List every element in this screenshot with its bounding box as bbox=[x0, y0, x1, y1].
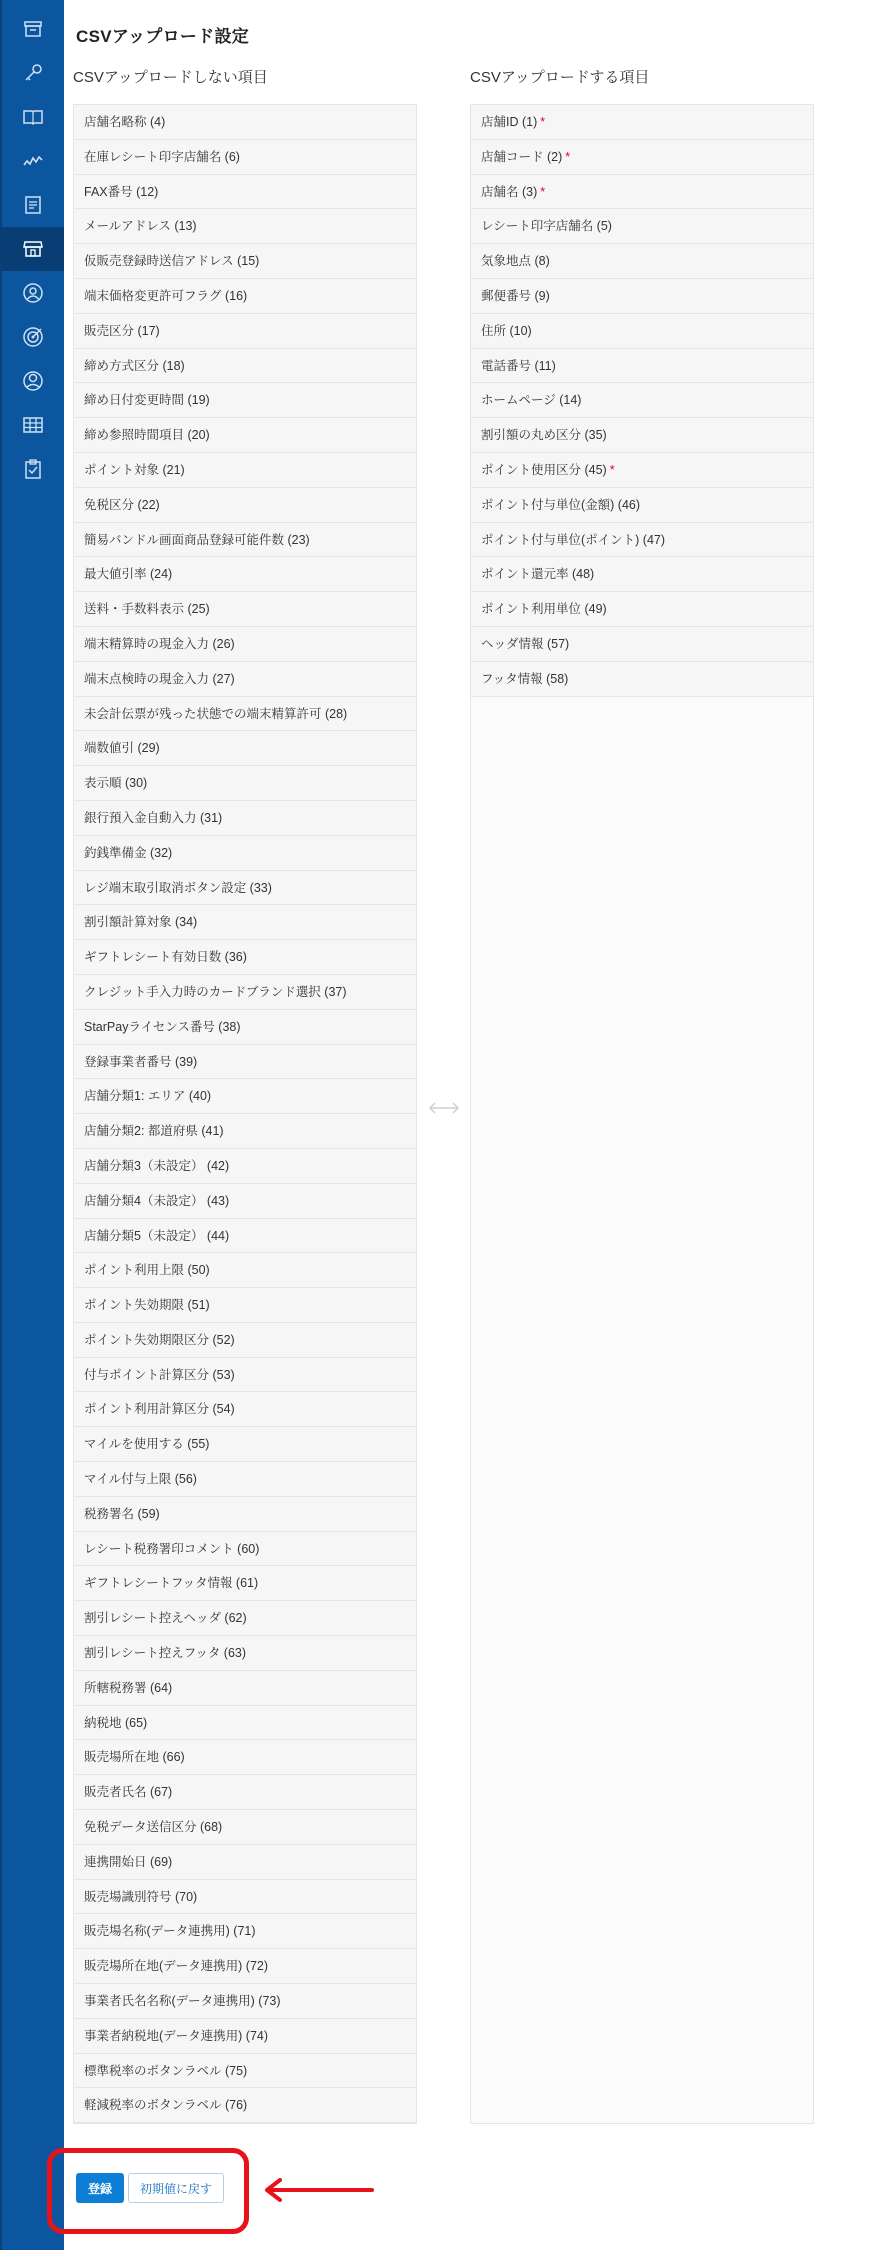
included-list-item[interactable] bbox=[471, 523, 813, 558]
excluded-list-item[interactable]: 締め日付変更時間 (19) bbox=[74, 383, 416, 418]
required-marker: * bbox=[609, 462, 615, 477]
excluded-list-item[interactable]: 税務署名 (59) bbox=[74, 1497, 416, 1532]
excluded-list-item[interactable]: FAX番号 (12) bbox=[74, 175, 416, 210]
excluded-list-item[interactable]: 店舗分類2: 都道府県 (41) bbox=[74, 1114, 416, 1149]
included-item-label: 郵便番号 (9) bbox=[481, 288, 550, 303]
sidebar-item-archive-box[interactable] bbox=[2, 7, 64, 51]
excluded-list-item[interactable]: 端末点検時の現金入力 (27) bbox=[74, 662, 416, 697]
clipboard-icon bbox=[22, 458, 44, 480]
sidebar-item-customer[interactable] bbox=[2, 271, 64, 315]
included-item-label: ポイント付与単位(ポイント) (47) bbox=[481, 532, 666, 547]
excluded-list-item[interactable]: 登録事業者番号 (39) bbox=[74, 1045, 416, 1080]
excluded-list-item[interactable]: 店舗名略称 (4) bbox=[74, 105, 416, 140]
excluded-list-item[interactable]: 店舗分類5（未設定） (44) bbox=[74, 1219, 416, 1254]
excluded-list-item[interactable]: 最大値引率 (24) bbox=[74, 557, 416, 592]
excluded-list-item[interactable]: 販売場所在地 (66) bbox=[74, 1740, 416, 1775]
excluded-list-item[interactable]: 付与ポイント計算区分 (53) bbox=[74, 1358, 416, 1393]
included-item-label: ポイント使用区分 (45) bbox=[481, 462, 607, 477]
reset-to-default-button[interactable]: 初期値に戻す bbox=[128, 2173, 224, 2203]
included-item-label: 気象地点 (8) bbox=[481, 254, 550, 269]
included-list-item[interactable] bbox=[471, 140, 813, 175]
sidebar-item-store[interactable] bbox=[2, 227, 64, 271]
excluded-list-item[interactable]: 割引レシート控えフッタ (63) bbox=[74, 1636, 416, 1671]
included-list-item[interactable] bbox=[471, 175, 813, 210]
included-item-label: ポイント利用単位 (49) bbox=[481, 602, 607, 617]
included-item-label: 店舗名 (3) bbox=[481, 184, 538, 199]
excluded-column-heading: CSVアップロードしない項目 bbox=[73, 69, 268, 86]
excluded-list-item[interactable]: ギフトレシートフッタ情報 (61) bbox=[74, 1566, 416, 1601]
excluded-list-item[interactable]: 端末価格変更許可フラグ (16) bbox=[74, 279, 416, 314]
sidebar-item-grid-table[interactable] bbox=[2, 403, 64, 447]
excluded-list-item[interactable]: 販売者氏名 (67) bbox=[74, 1775, 416, 1810]
excluded-list-item[interactable]: 端末精算時の現金入力 (26) bbox=[74, 627, 416, 662]
excluded-list-item[interactable]: ギフトレシート有効日数 (36) bbox=[74, 940, 416, 975]
excluded-list-item[interactable]: 店舗分類4（未設定） (43) bbox=[74, 1184, 416, 1219]
included-list-item[interactable] bbox=[471, 557, 813, 592]
excluded-list-item[interactable]: 納税地 (65) bbox=[74, 1706, 416, 1741]
sidebar-item-line-chart[interactable] bbox=[2, 139, 64, 183]
excluded-list-item[interactable]: 割引額計算対象 (34) bbox=[74, 905, 416, 940]
excluded-list-item[interactable]: 送料・手数料表示 (25) bbox=[74, 592, 416, 627]
excluded-list-item[interactable]: 締め参照時間項目 (20) bbox=[74, 418, 416, 453]
excluded-list-item[interactable]: 締め方式区分 (18) bbox=[74, 349, 416, 384]
excluded-list-item[interactable]: クレジット手入力時のカードブランド選択 (37) bbox=[74, 975, 416, 1010]
excluded-list-item[interactable]: 簡易バンドル画面商品登録可能件数 (23) bbox=[74, 523, 416, 558]
store-icon bbox=[22, 238, 44, 260]
excluded-list-item[interactable]: ポイント失効期限 (51) bbox=[74, 1288, 416, 1323]
excluded-list-item[interactable]: 販売場所在地(データ連携用) (72) bbox=[74, 1949, 416, 1984]
included-item-label: 割引額の丸め区分 (35) bbox=[481, 428, 607, 443]
included-list-item[interactable] bbox=[471, 592, 813, 627]
included-item-label: レシート印字店舗名 (5) bbox=[481, 219, 612, 234]
excluded-list-item[interactable]: 所轄税務署 (64) bbox=[74, 1671, 416, 1706]
required-marker: * bbox=[540, 184, 546, 199]
excluded-list-item[interactable]: 販売区分 (17) bbox=[74, 314, 416, 349]
included-item-label: 店舗ID (1) bbox=[481, 115, 538, 129]
sidebar-item-target[interactable] bbox=[2, 315, 64, 359]
annotation-arrow-icon bbox=[262, 2178, 376, 2202]
archive-box-icon bbox=[22, 18, 44, 40]
excluded-list-item[interactable]: 在庫レシート印字店舗名 (6) bbox=[74, 140, 416, 175]
line-chart-icon bbox=[22, 150, 44, 172]
excluded-list-item[interactable]: メールアドレス (13) bbox=[74, 209, 416, 244]
excluded-list-item[interactable]: 釣銭準備金 (32) bbox=[74, 836, 416, 871]
excluded-list-item[interactable]: 事業者納税地(データ連携用) (74) bbox=[74, 2019, 416, 2054]
included-list-item[interactable] bbox=[471, 627, 813, 662]
key-icon bbox=[22, 62, 44, 84]
sidebar-item-clipboard[interactable] bbox=[2, 447, 64, 491]
book-icon bbox=[22, 106, 44, 128]
excluded-list-item[interactable]: ポイント利用計算区分 (54) bbox=[74, 1392, 416, 1427]
excluded-list-item[interactable]: 販売場識別符号 (70) bbox=[74, 1880, 416, 1915]
included-item-label: ホームページ (14) bbox=[481, 393, 582, 408]
excluded-list-item[interactable]: ポイント対象 (21) bbox=[74, 453, 416, 488]
included-column-heading: CSVアップロードする項目 bbox=[470, 69, 650, 86]
included-list-item[interactable] bbox=[471, 209, 813, 244]
included-list-item[interactable] bbox=[471, 488, 813, 523]
included-items-list[interactable] bbox=[470, 104, 814, 2124]
required-marker: * bbox=[565, 149, 571, 164]
required-marker: * bbox=[540, 115, 546, 129]
included-item-label: ヘッダ情報 (57) bbox=[481, 636, 570, 651]
excluded-list-item[interactable]: 軽減税率のボタンラベル (76) bbox=[74, 2088, 416, 2123]
included-list-item[interactable] bbox=[471, 418, 813, 453]
excluded-items-list[interactable] bbox=[73, 104, 417, 2124]
excluded-list-item[interactable]: 事業者氏名名称(データ連携用) (73) bbox=[74, 1984, 416, 2019]
page-title: CSVアップロード設定 bbox=[76, 27, 250, 46]
included-list-item[interactable] bbox=[471, 349, 813, 384]
customer-icon bbox=[22, 282, 44, 304]
included-list-item[interactable] bbox=[471, 244, 813, 279]
grid-table-icon bbox=[22, 414, 44, 436]
excluded-list-item[interactable]: マイルを使用する (55) bbox=[74, 1427, 416, 1462]
sidebar-item-book[interactable] bbox=[2, 95, 64, 139]
included-item-label: ポイント還元率 (48) bbox=[481, 567, 595, 582]
report-icon bbox=[22, 194, 44, 216]
excluded-list-item[interactable]: ポイント利用上限 (50) bbox=[74, 1253, 416, 1288]
included-item-label: 店舗コード (2) bbox=[481, 149, 563, 164]
included-item-label: ポイント付与単位(金額) (46) bbox=[481, 497, 641, 512]
excluded-list-item[interactable]: レジ端末取引取消ボタン設定 (33) bbox=[74, 871, 416, 906]
annotation-highlight-box bbox=[47, 2148, 249, 2234]
user-icon bbox=[22, 370, 44, 392]
excluded-list-item[interactable]: 銀行預入金自動入力 (31) bbox=[74, 801, 416, 836]
included-list-item[interactable] bbox=[471, 279, 813, 314]
excluded-list-item[interactable]: マイル付与上限 (56) bbox=[74, 1462, 416, 1497]
register-button[interactable]: 登録 bbox=[76, 2173, 124, 2203]
included-item-label: 住所 (10) bbox=[481, 323, 532, 338]
sidebar-item-user[interactable] bbox=[2, 359, 64, 403]
included-item-label: 電話番号 (11) bbox=[481, 358, 556, 373]
sidebar-item-report[interactable] bbox=[2, 183, 64, 227]
excluded-list-item[interactable]: 連携開始日 (69) bbox=[74, 1845, 416, 1880]
included-list-item[interactable] bbox=[471, 662, 813, 697]
excluded-list-item[interactable]: 販売場名称(データ連携用) (71) bbox=[74, 1914, 416, 1949]
sidebar-nav bbox=[0, 0, 64, 2250]
excluded-list-item[interactable]: 割引レシート控えヘッダ (62) bbox=[74, 1601, 416, 1636]
included-list-item[interactable] bbox=[471, 453, 813, 488]
excluded-list-item[interactable]: 店舗分類1: エリア (40) bbox=[74, 1079, 416, 1114]
excluded-list-item[interactable]: レシート税務署印コメント (60) bbox=[74, 1532, 416, 1567]
included-list-item[interactable] bbox=[471, 314, 813, 349]
excluded-list-item[interactable]: 免税区分 (22) bbox=[74, 488, 416, 523]
excluded-list-item[interactable]: 仮販売登録時送信アドレス (15) bbox=[74, 244, 416, 279]
included-list-item[interactable] bbox=[471, 105, 813, 140]
included-list-item[interactable] bbox=[471, 383, 813, 418]
excluded-list-item[interactable]: 免税データ送信区分 (68) bbox=[74, 1810, 416, 1845]
target-icon bbox=[22, 326, 44, 348]
excluded-list-item[interactable]: 端数値引 (29) bbox=[74, 731, 416, 766]
excluded-list-item[interactable]: StarPayライセンス番号 (38) bbox=[74, 1010, 416, 1045]
excluded-list-item[interactable]: ポイント失効期限区分 (52) bbox=[74, 1323, 416, 1358]
excluded-list-item[interactable]: 店舗分類3（未設定） (42) bbox=[74, 1149, 416, 1184]
excluded-list-item[interactable]: 標準税率のボタンラベル (75) bbox=[74, 2054, 416, 2089]
sidebar-item-key[interactable] bbox=[2, 51, 64, 95]
excluded-list-item[interactable]: 表示順 (30) bbox=[74, 766, 416, 801]
excluded-list-item[interactable]: 未会計伝票が残った状態での端末精算許可 (28) bbox=[74, 697, 416, 732]
swap-arrows-icon bbox=[427, 1101, 461, 1115]
included-item-label: フッタ情報 (58) bbox=[481, 671, 569, 686]
